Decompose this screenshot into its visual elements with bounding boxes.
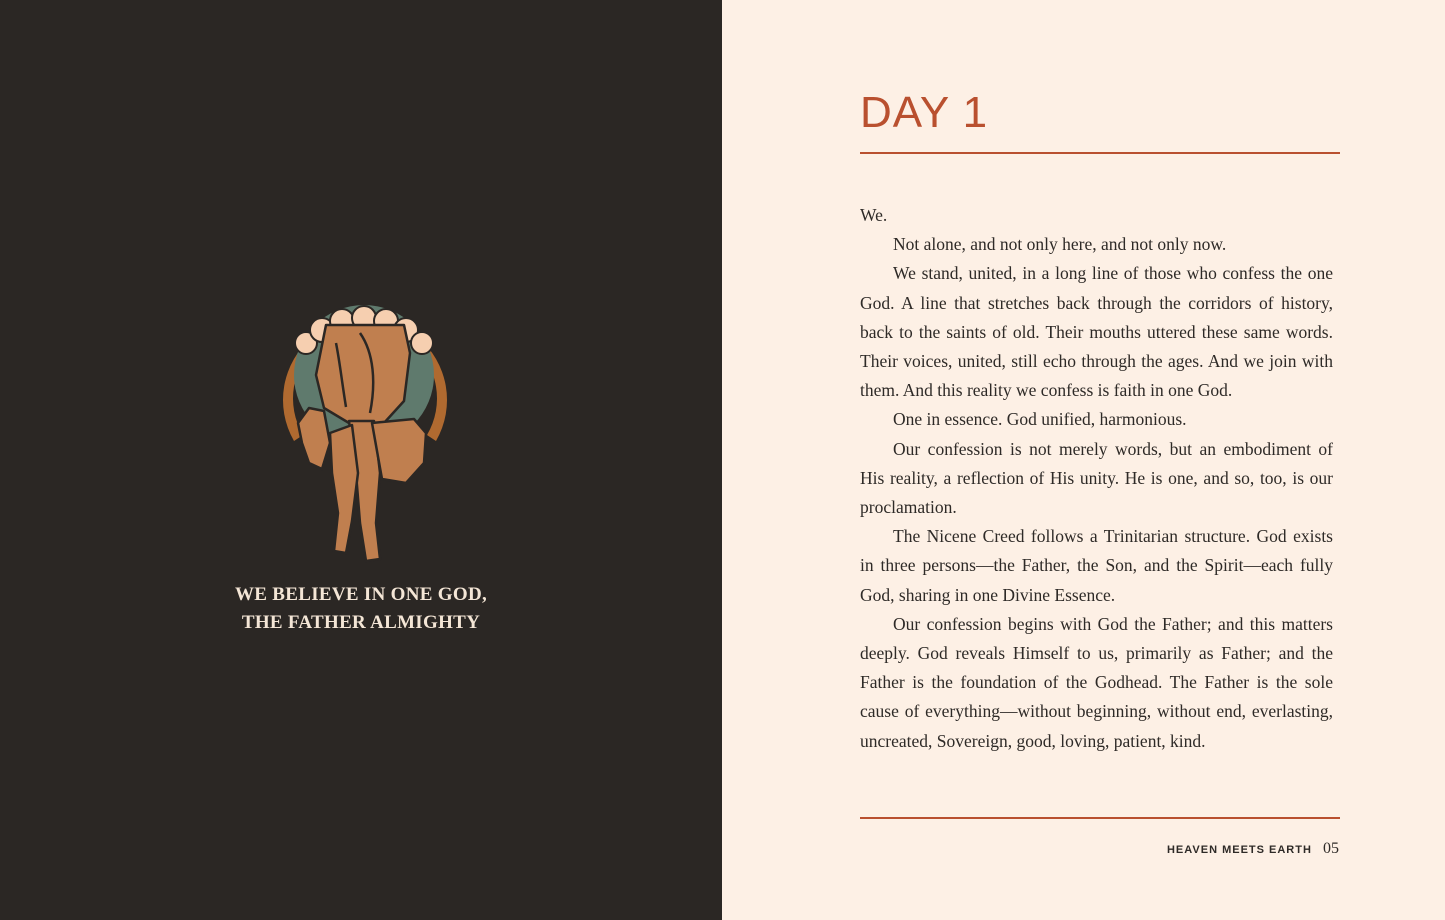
paragraph-7: Our confession begins with God the Father; and this matters deeply. God reveals Himself to us, primarily as Father; and the Father is the foundation of the Godhead. The Father is the sole cause of everything—without beginning, without end, everlasting, uncreated, Sovereign, good, loving, patient, kind. — [860, 613, 1333, 751]
page-title: DAY 1 — [860, 88, 989, 137]
caption-line-2: THE FATHER ALMIGHTY — [241, 612, 481, 633]
paragraph-1: We. — [860, 205, 888, 225]
page-footer — [1122, 838, 1339, 858]
caption-line-1: WE BELIEVE IN ONE GOD, — [234, 584, 488, 605]
paragraph-6: The Nicene Creed follows a Trinitarian structure. God exists in three persons—the Father, the Son, and the Spirit—each fully God, sharing in one Divine Essence. — [860, 526, 1333, 605]
page-caption — [160, 581, 562, 637]
hand-with-crossed-fingers-halo-icon — [264, 283, 464, 563]
left-page — [0, 0, 722, 920]
paragraph-2: Not alone, and not only here, and not only now. — [893, 234, 1227, 255]
paragraph-4: One in essence. God unified, harmonious. — [893, 409, 1187, 430]
paragraph-3: We stand, united, in a long line of those who confess the one God. A line that stretches back through the corridors of history, back to the saints of old. Their mouths uttered these same words. Their voices, united, still echo through the ages. And we join with them. And this reality we confess is faith in one God. — [860, 263, 1333, 401]
paragraph-5: Our confession is not merely words, but an embodiment of His reality, a reflection of His unity. He is one, and so, too, is our proclamation. — [860, 438, 1333, 518]
page-number: 05 — [1323, 840, 1339, 857]
body-text — [860, 201, 1333, 756]
top-divider — [860, 152, 1340, 154]
bottom-divider — [860, 817, 1340, 819]
running-footer-title: HEAVEN MEETS EARTH — [1166, 844, 1312, 856]
right-page — [722, 0, 1445, 920]
